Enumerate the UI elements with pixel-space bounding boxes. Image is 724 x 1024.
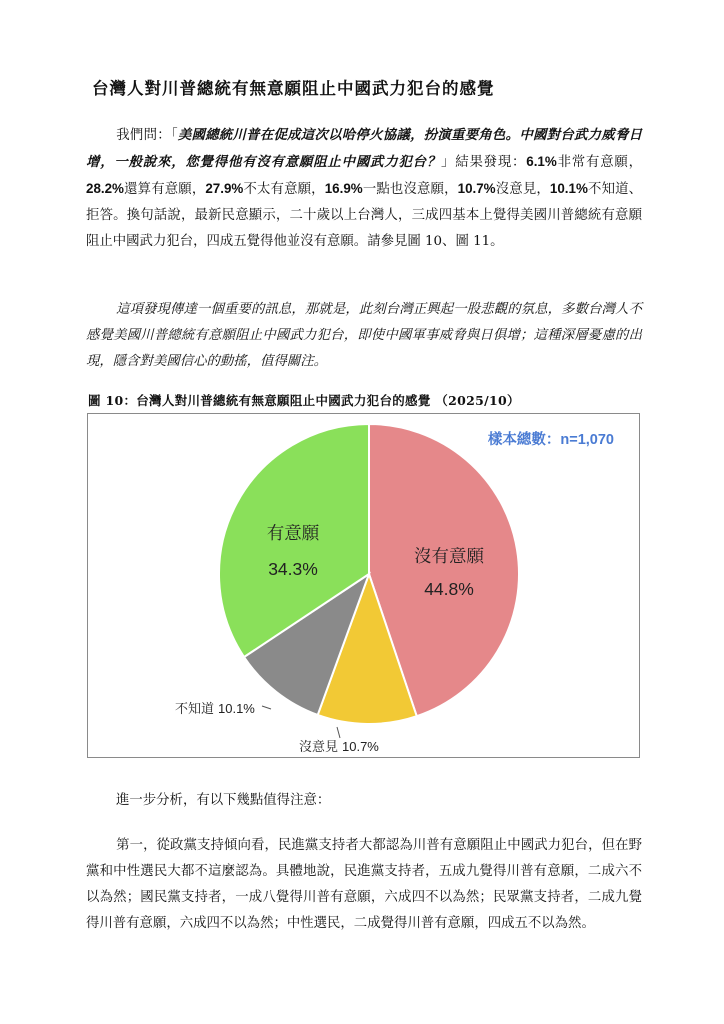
label-somewhat-willing: 還算有意願， (123, 182, 206, 197)
leader-line-no-opinion (337, 727, 340, 738)
value-not-very-willing: 27.9% (205, 181, 244, 196)
slice-label-no-opinion: 沒意見 (298, 739, 338, 754)
value-no-opinion: 10.7% (457, 181, 496, 196)
survey-question: 美國總統川普在促成這次以哈停火協議，扮演重要角色。中國對台武力威脅日增，一般說來，您覺得他有沒有意願阻止中國武力犯台？ (86, 127, 642, 170)
slice-label-willing: 有意願 (266, 523, 320, 543)
slice-value-dont-know: 10.1% (218, 701, 255, 716)
party-analysis-text: 第一，從政黨支持傾向看，民進黨支持者大都認為川普有意願阻止中國武力犯台，但在野黨和中性選民大都不這麼認為。具體地說，民進黨支持者，五成九覺得川普有意願，二成六不以為然；國民黨支持者，一成八覺得川普有意願，六成四不以為然；民眾黨支持者，二成九覺得川普有意願，六成四不以為然；中性選民，二成覺得川普有意願，四成五不以為然。 (86, 838, 642, 931)
further-analysis-text: 進一步分析，有以下幾點值得注意： (116, 793, 331, 808)
slice-label-not-willing: 沒有意願 (414, 546, 484, 566)
value-somewhat-willing: 28.2% (86, 181, 124, 196)
leader-line-dont-know (262, 706, 271, 709)
value-very-willing: 6.1% (526, 154, 557, 169)
slice-value-no-opinion: 10.7% (342, 739, 379, 754)
value-not-willing-at-all: 16.9% (324, 181, 363, 196)
label-not-very-willing: 不太有意願， (243, 182, 325, 197)
value-dont-know: 10.1% (549, 181, 588, 196)
page-title: 台灣人對川普總統有無意願阻止中國武力犯台的感覺 (92, 79, 495, 98)
pie-chart (88, 414, 641, 759)
slice-value-not-willing: 44.8% (424, 579, 474, 599)
label-no-opinion: 沒意見， (495, 182, 550, 197)
paragraph-interpretation (86, 297, 642, 375)
label-not-willing-at-all: 一點也沒意願， (362, 182, 458, 197)
paragraph-further-analysis (86, 788, 642, 814)
slice-label-dont-know: 不知道 (174, 701, 214, 716)
pie-chart-frame (87, 413, 640, 758)
sample-size-label: 樣本總數：n=1,070 (487, 432, 614, 448)
figure-caption: 圖 10：台灣人對川普總統有無意願阻止中國武力犯台的感覺 （2025/10） (88, 393, 520, 408)
paragraph-survey-result (86, 122, 642, 255)
question-close: 」結果發現： (441, 155, 527, 170)
paragraph-party-analysis (86, 833, 642, 937)
question-lead: 我們問：「 (116, 128, 178, 143)
label-very-willing: 非常有意願， (556, 155, 643, 170)
interpretation-text: 這項發現傳達一個重要的訊息，那就是，此刻台灣正興起一股悲觀的氛息，多數台灣人不感覺美國川普總統有意願阻止中國武力犯台，即使中國軍事威脅與日俱增；這種深層憂慮的出現，隱含對美國信心的動搖，值得關注。 (86, 302, 642, 369)
slice-value-willing: 34.3% (268, 559, 318, 579)
label-dont-know-summary: 不知道、拒答。換句話說，最新民意顯示，二十歲以上台灣人，三成四基本上覺得美國川普總統有意願阻止中國武力犯台，四成五覺得他並沒有意願。請參見圖 10、圖 11。 (86, 182, 643, 249)
